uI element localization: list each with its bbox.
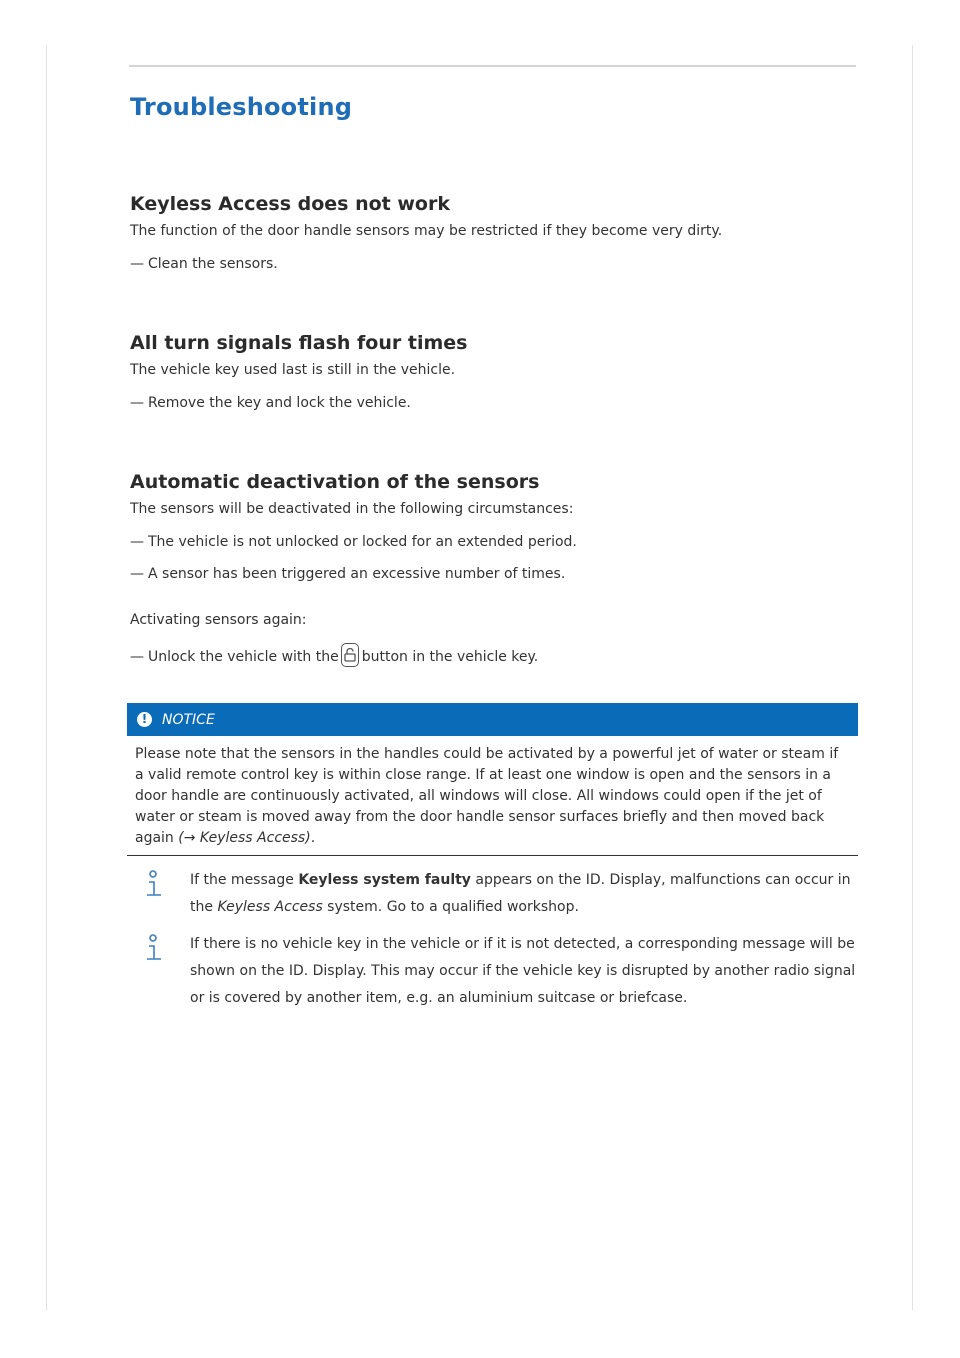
step-dash: —: [130, 534, 144, 550]
action-step: [130, 564, 858, 584]
info-icon: [142, 933, 164, 965]
step-text: A sensor has been triggered an excessive number of times.: [148, 566, 566, 582]
section-description: The function of the door handle sensors may be restricted if they become very dirty.: [130, 223, 723, 239]
action-step: [130, 532, 858, 552]
notice-rule: [127, 855, 858, 856]
notice-banner: [127, 703, 858, 736]
section-heading: Keyless Access does not work: [130, 193, 450, 215]
section-keyless-access: [130, 189, 858, 274]
page-margin-right: [912, 45, 913, 1310]
notice-body: Please note that the sensors in the handles could be activated by a powerful jet of water or steam if a valid remote control key is within close range. If at least one window is open and the sensors in a door handle are continuously activated, all windows will close. All windows could open if the jet of water or steam is moved away from the door handle sensor surfaces briefly and then moved back again (→ Keyless Access).: [135, 746, 839, 846]
exclamation-icon: !: [137, 712, 152, 727]
sub-heading: Activating sensors again:: [130, 612, 307, 628]
step-dash: —: [130, 649, 144, 665]
keyless-access-link[interactable]: (→ Keyless Access): [178, 830, 311, 846]
step-text-after: button in the vehicle key.: [361, 649, 539, 665]
header-rule: [129, 65, 856, 67]
step-text: Remove the key and lock the vehicle.: [148, 395, 411, 411]
step-dash: —: [130, 566, 144, 582]
action-step: [130, 393, 858, 413]
info-text: If there is no vehicle key in the vehicle or if it is not detected, a corresponding message will be shown on the ID. Display. This may occur if the vehicle key is disrupted by another radio signal or is covered by another item, e.g. an aluminium suitcase or briefcase.: [190, 936, 856, 1006]
step-text-before: Unlock the vehicle with the: [148, 649, 339, 665]
section-turn-signals: [130, 328, 858, 413]
action-step: [130, 254, 858, 274]
action-step: [130, 643, 858, 667]
unlock-key-icon: [341, 643, 359, 667]
section-heading: All turn signals flash four times: [130, 332, 468, 354]
page-margin-left: [46, 45, 47, 1310]
system-name: Keyless Access: [217, 899, 323, 915]
step-dash: —: [130, 395, 144, 411]
step-text: Clean the sensors.: [148, 256, 278, 272]
page-content: [130, 88, 858, 667]
section-sensor-deactivation: [130, 467, 858, 667]
info-icon: [142, 869, 164, 901]
section-heading: Automatic deactivation of the sensors: [130, 471, 540, 493]
section-description: The vehicle key used last is still in the vehicle.: [130, 362, 456, 378]
info-text: If the message Keyless system faulty appears on the ID. Display, malfunctions can occur in the Keyless Access system. Go to a qualified workshop.: [190, 872, 851, 915]
message-text: Keyless system faulty: [298, 872, 471, 888]
notice-text: Please note that the sensors in the handles could be activated by a powerful jet of water or steam if a valid remote control key is within close range. If at least one window is open and the sensors in a door handle are continuously activated, all windows will close. All windows could open if the jet of water or steam is moved away from the door handle sensor surfaces briefly and then moved back again: [135, 746, 839, 846]
section-description: The sensors will be deactivated in the following circumstances:: [130, 501, 574, 517]
arrow-right-icon: →: [183, 830, 196, 846]
step-text: The vehicle is not unlocked or locked for an extended period.: [148, 534, 577, 550]
step-dash: —: [130, 256, 144, 272]
notice-label: NOTICE: [162, 711, 215, 728]
page-title: Troubleshooting: [130, 93, 353, 121]
